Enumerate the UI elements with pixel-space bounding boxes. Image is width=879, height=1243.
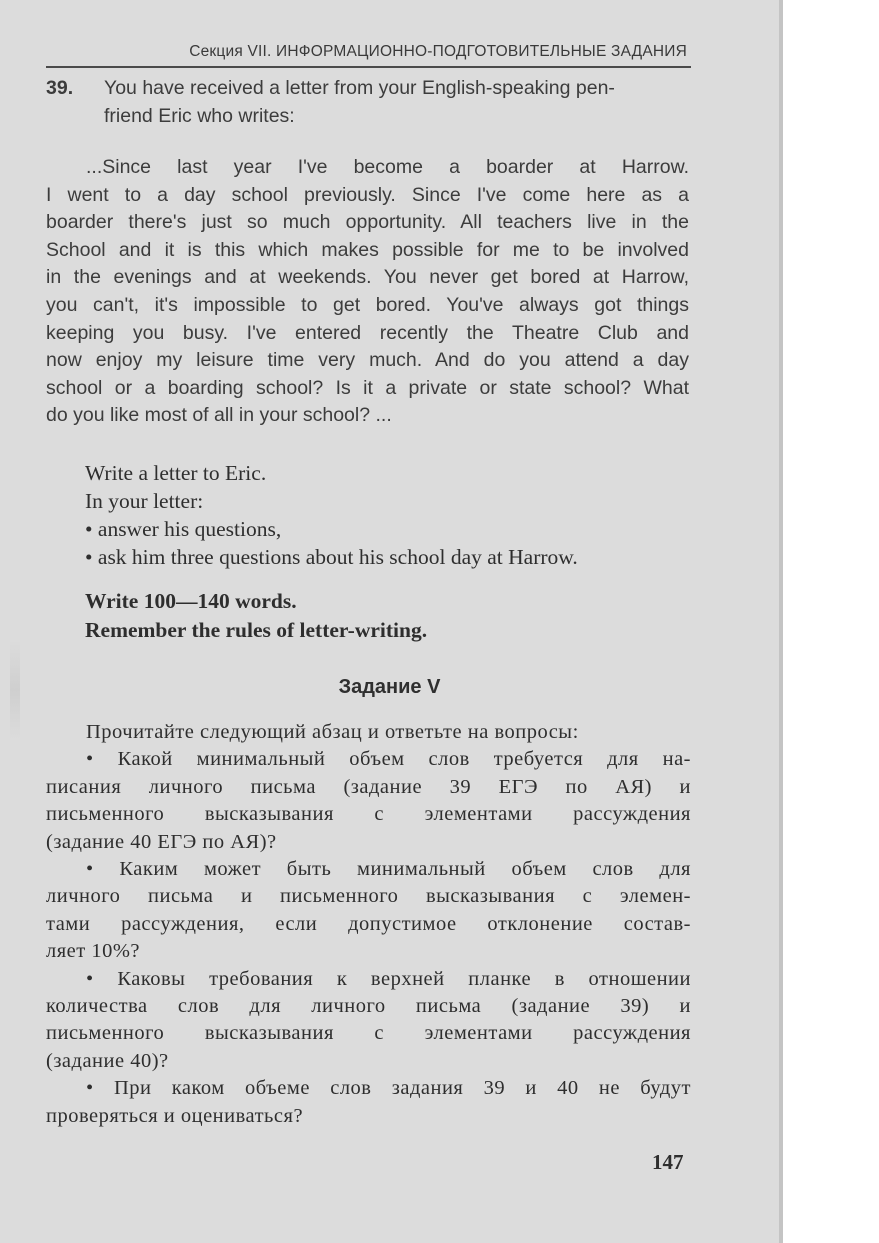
instruction-line: Write a letter to Eric. <box>85 461 267 485</box>
letter-line: I went to a day school previously. Since I've come here as a <box>46 183 689 206</box>
zadanie-line: количества слов для личного письма (задание 39) и <box>46 995 691 1018</box>
zadanie-line: ляет 10%? <box>46 940 141 963</box>
instruction-line: In your letter: <box>85 489 204 513</box>
header-rule <box>46 66 691 68</box>
zadanie-line: проверяться и оцениваться? <box>46 1104 304 1127</box>
letter-line: school or a boarding school? Is it a private or state school? What <box>46 376 689 399</box>
task-intro-line-2: friend Eric who writes: <box>104 105 295 127</box>
letter-line: School and it is this which makes possible for me to be involved <box>46 238 689 261</box>
page-number: 147 <box>652 1150 684 1174</box>
zadanie-line: • Какой минимальный объем слов требуется для на- <box>86 748 691 771</box>
zadanie-line: писания личного письма (задание 39 ЕГЭ по АЯ) и <box>46 775 691 798</box>
zadanie-line: письменного высказывания с элементами рассуждения <box>46 1022 691 1045</box>
task-39-intro <box>46 75 691 103</box>
zadanie-line: Прочитайте следующий абзац и ответьте на вопросы: <box>86 721 579 743</box>
letter-line: keeping you busy. I've entered recently the Theatre Club and <box>46 321 689 344</box>
zadanie-line: • При каком объеме слов задания 39 и 40 не будут <box>86 1077 691 1100</box>
letter-line: ...Since last year I've become a boarder at Harrow. <box>86 156 689 178</box>
requirement-line: Remember the rules of letter-writing. <box>85 617 428 642</box>
task-requirements <box>85 587 695 644</box>
zadanie-body <box>46 719 691 1130</box>
section-heading: Задание V <box>338 676 441 698</box>
requirement-line: Write 100—140 words. <box>85 589 297 613</box>
instruction-line: • answer his questions, <box>85 517 282 541</box>
zadanie-line: письменного высказывания с элементами рассуждения <box>46 803 691 826</box>
zadanie-line: тами рассуждения, если допустимое отклонение состав- <box>46 912 691 935</box>
zadanie-line: • Каковы требования к верхней планке в отношении <box>86 967 691 990</box>
letter-line: boarder there's just so much opportunity. All teachers live in the <box>46 211 689 234</box>
task-instructions <box>85 459 695 571</box>
zadanie-line: (задание 40)? <box>46 1049 169 1072</box>
task-intro-line-1: You have received a letter from your English-speaking pen- <box>104 77 615 99</box>
letter-excerpt <box>46 154 689 430</box>
letter-line: now enjoy my leisure time very much. And do you attend a day <box>46 349 689 372</box>
zadanie-line: (задание 40 ЕГЭ по АЯ)? <box>46 830 277 853</box>
letter-line: you can't, it's impossible to get bored. You've always got things <box>46 293 689 316</box>
letter-line: do you like most of all in your school? ... <box>46 404 392 427</box>
task-number: 39. <box>46 77 74 99</box>
running-header: Секция VII. ИНФОРМАЦИОННО-ПОДГОТОВИТЕЛЬНЫЕ ЗАДАНИЯ <box>189 43 687 60</box>
page-edge <box>779 0 783 1243</box>
zadanie-line: личного письма и письменного высказывания с элемен- <box>46 885 691 908</box>
zadanie-line: • Каким может быть минимальный объем слов для <box>86 858 691 881</box>
letter-line: in the evenings and at weekends. You never get bored at Harrow, <box>46 266 689 289</box>
instruction-line: • ask him three questions about his school day at Harrow. <box>85 545 578 569</box>
